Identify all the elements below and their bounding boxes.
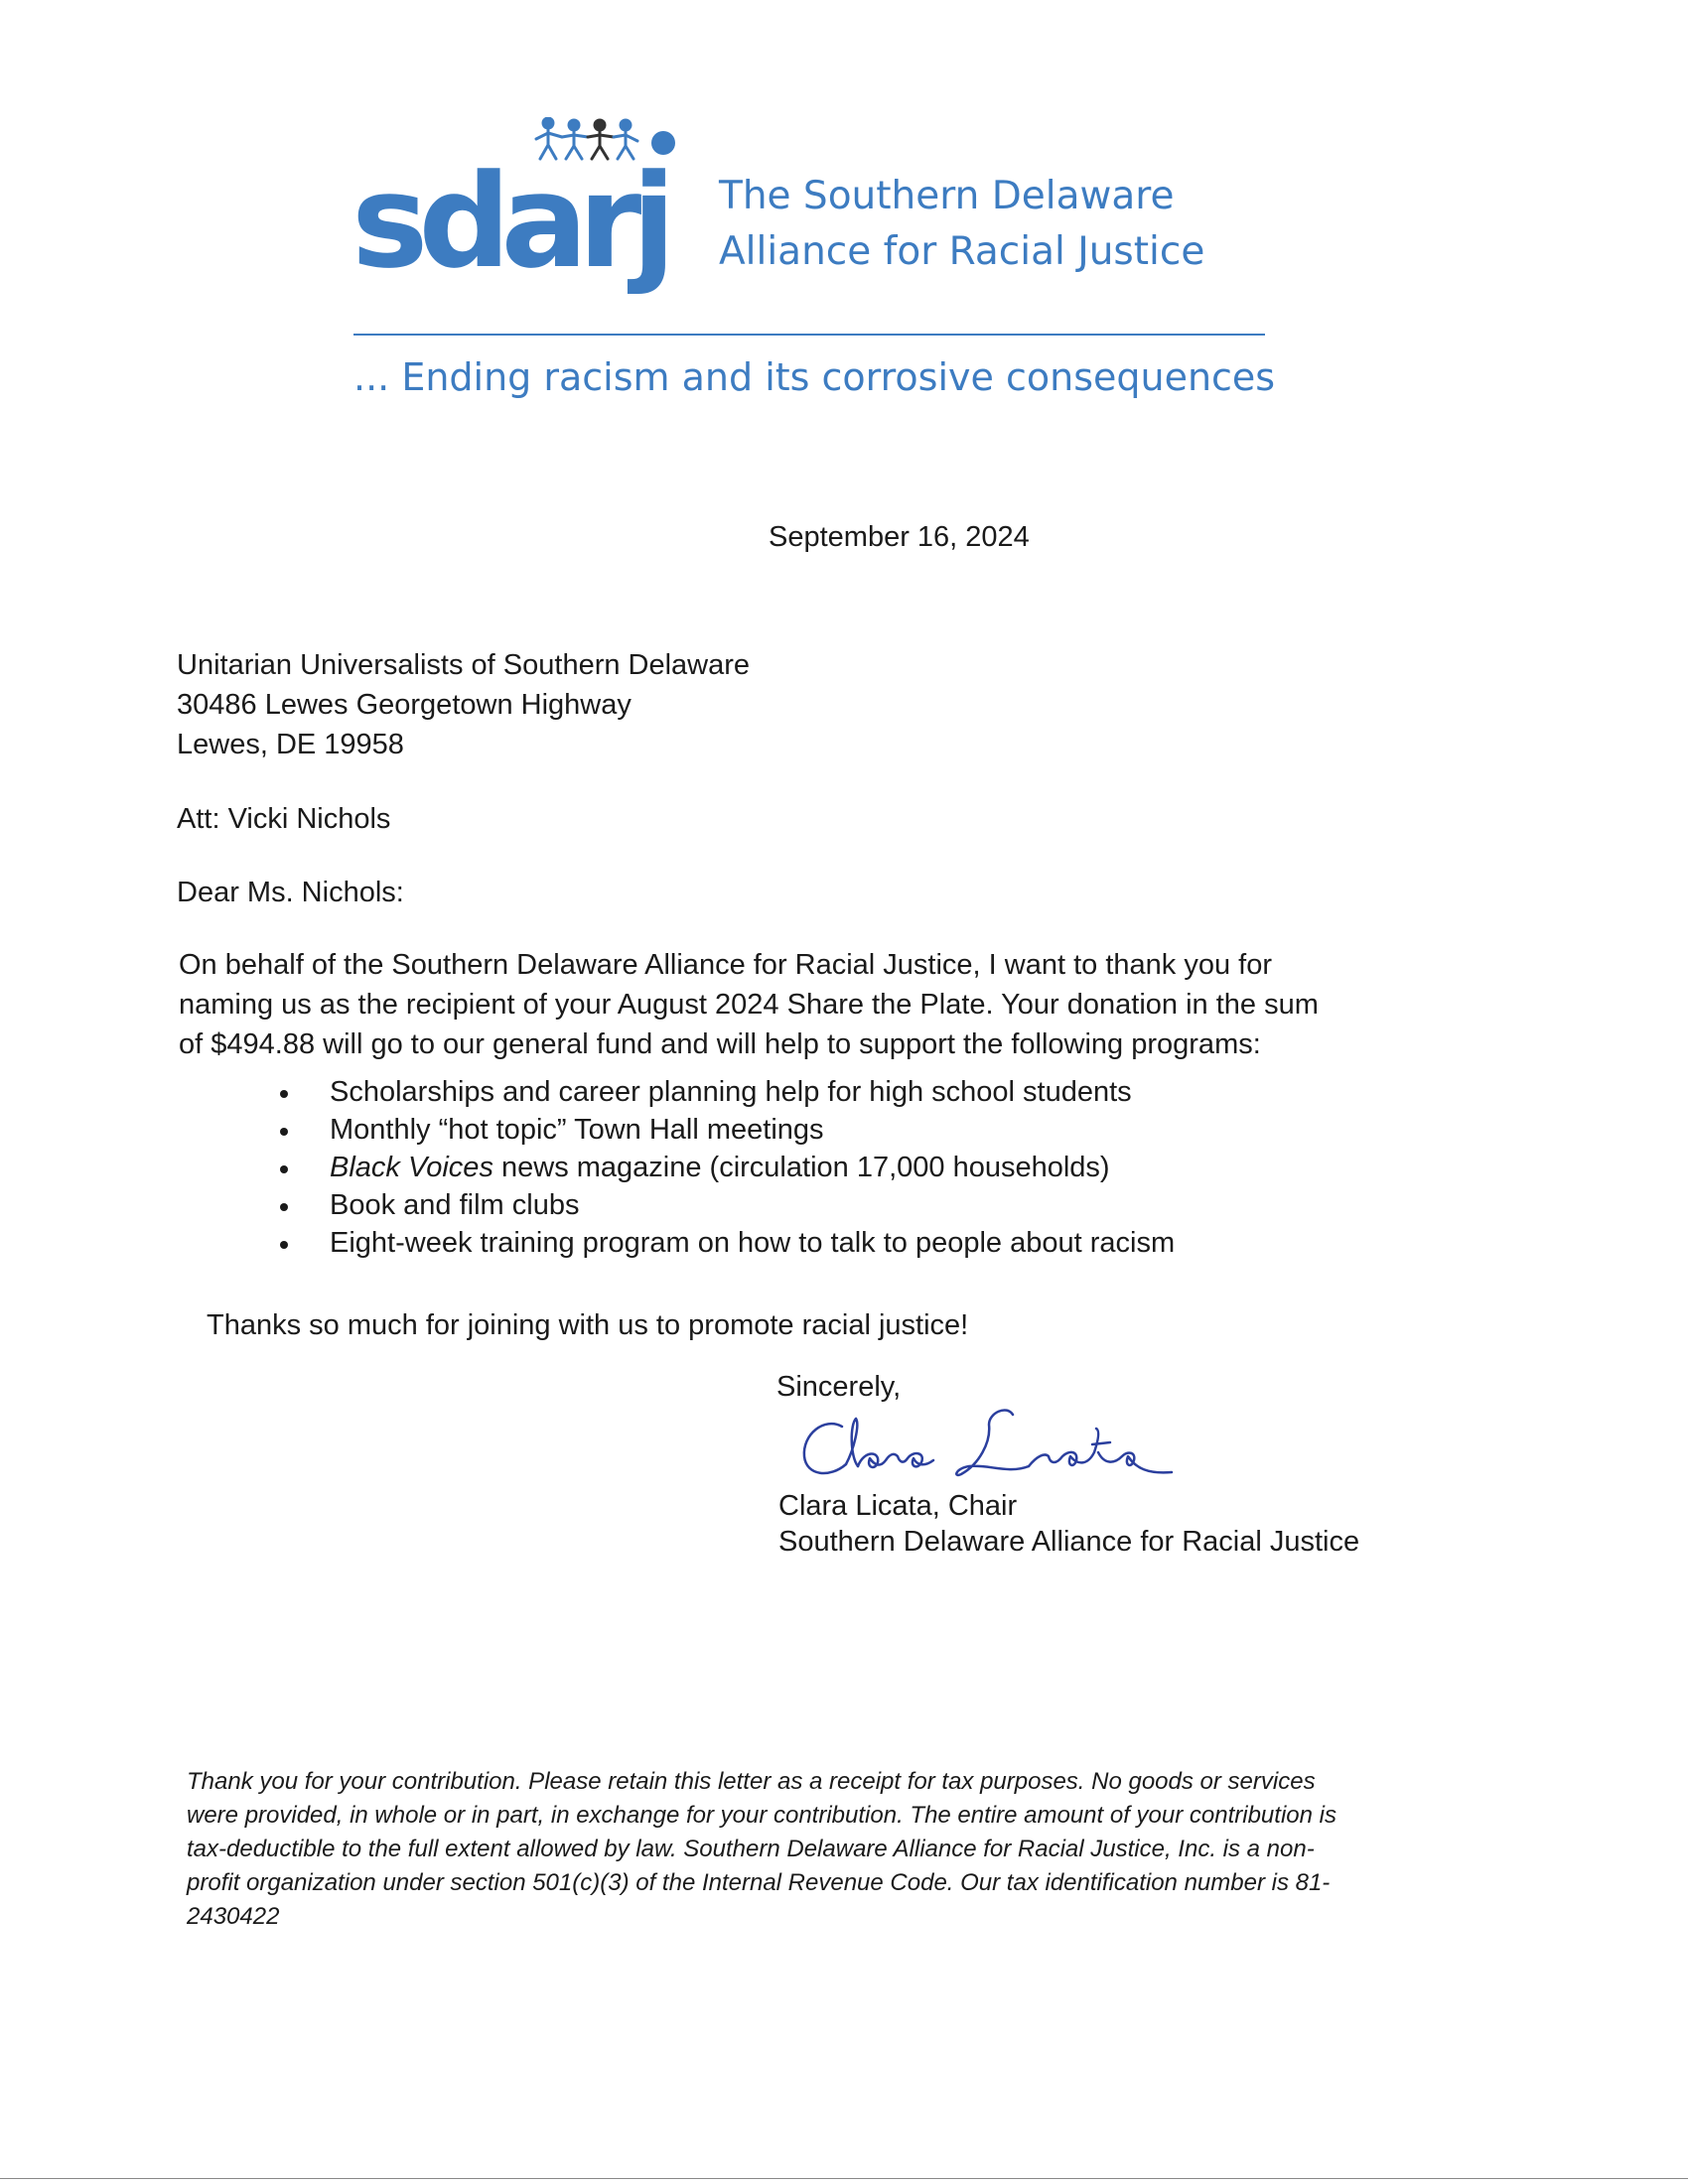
programs-list [280, 1073, 1175, 1262]
organization-name-line-2: Alliance for Racial Justice [719, 229, 1205, 274]
organization-name-line-1: The Southern Delaware [719, 174, 1175, 218]
thanks-line: Thanks so much for joining with us to promote racial justice! [207, 1309, 969, 1341]
organization-logo [350, 117, 707, 316]
notice-line: 2430422 [187, 1903, 280, 1930]
notice-line: Thank you for your contribution. Please retain this letter as a receipt for tax purposes. No goods or services [187, 1768, 1316, 1795]
tagline: ... Ending racism and its corrosive consequences [353, 355, 1276, 399]
body-paragraph-line: On behalf of the Southern Delaware Alliance for Racial Justice, I want to thank you for [179, 949, 1272, 981]
scan-edge-line [0, 2178, 1688, 2179]
header-divider [353, 334, 1265, 336]
closing: Sincerely, [776, 1371, 902, 1403]
notice-line: profit organization under section 501(c)(3) of the Internal Revenue Code. Our tax identification number is 81- [187, 1869, 1331, 1896]
signer-name: Clara Licata, Chair [778, 1490, 1018, 1522]
program-text: Book and film clubs [330, 1189, 580, 1221]
recipient-address [177, 645, 750, 764]
notice-line: were provided, in whole or in part, in exchange for your contribution. The entire amount of your contribution is [187, 1802, 1336, 1829]
program-text: Scholarships and career planning help for high school students [330, 1076, 1132, 1108]
body-paragraph-line: of $494.88 will go to our general fund and will help to support the following programs: [179, 1028, 1261, 1060]
tax-receipt-notice [187, 1765, 1497, 1934]
list-item [280, 1149, 1175, 1186]
program-title-italic: Black Voices [330, 1152, 493, 1183]
letter-date: September 16, 2024 [769, 521, 1030, 553]
recipient-line-3: Lewes, DE 19958 [177, 729, 404, 760]
salutation: Dear Ms. Nichols: [177, 877, 404, 908]
list-item [280, 1073, 1175, 1111]
program-text: Eight-week training program on how to talk to people about racism [330, 1227, 1176, 1259]
notice-line: tax-deductible to the full extent allowed by law. Southern Delaware Alliance for Racial Justice, Inc. is a non- [187, 1836, 1315, 1862]
body-paragraph [179, 945, 1470, 1064]
program-text: news magazine (circulation 17,000 households) [492, 1152, 1110, 1183]
list-item [280, 1186, 1175, 1224]
body-paragraph-line: naming us as the recipient of your August 2024 Share the Plate. Your donation in the sum [179, 989, 1319, 1021]
program-text: Monthly “hot topic” Town Hall meetings [330, 1114, 824, 1146]
signer-organization: Southern Delaware Alliance for Racial Justice [778, 1526, 1360, 1558]
attention-line: Att: Vicki Nichols [177, 803, 391, 835]
recipient-line-2: 30486 Lewes Georgetown Highway [177, 689, 632, 721]
recipient-line-1: Unitarian Universalists of Southern Delaware [177, 649, 751, 681]
logo-graphic [350, 117, 707, 316]
logo-wordmark: sdarj [352, 146, 666, 297]
list-item [280, 1111, 1175, 1149]
list-item [280, 1224, 1175, 1262]
organization-name [719, 169, 1315, 280]
